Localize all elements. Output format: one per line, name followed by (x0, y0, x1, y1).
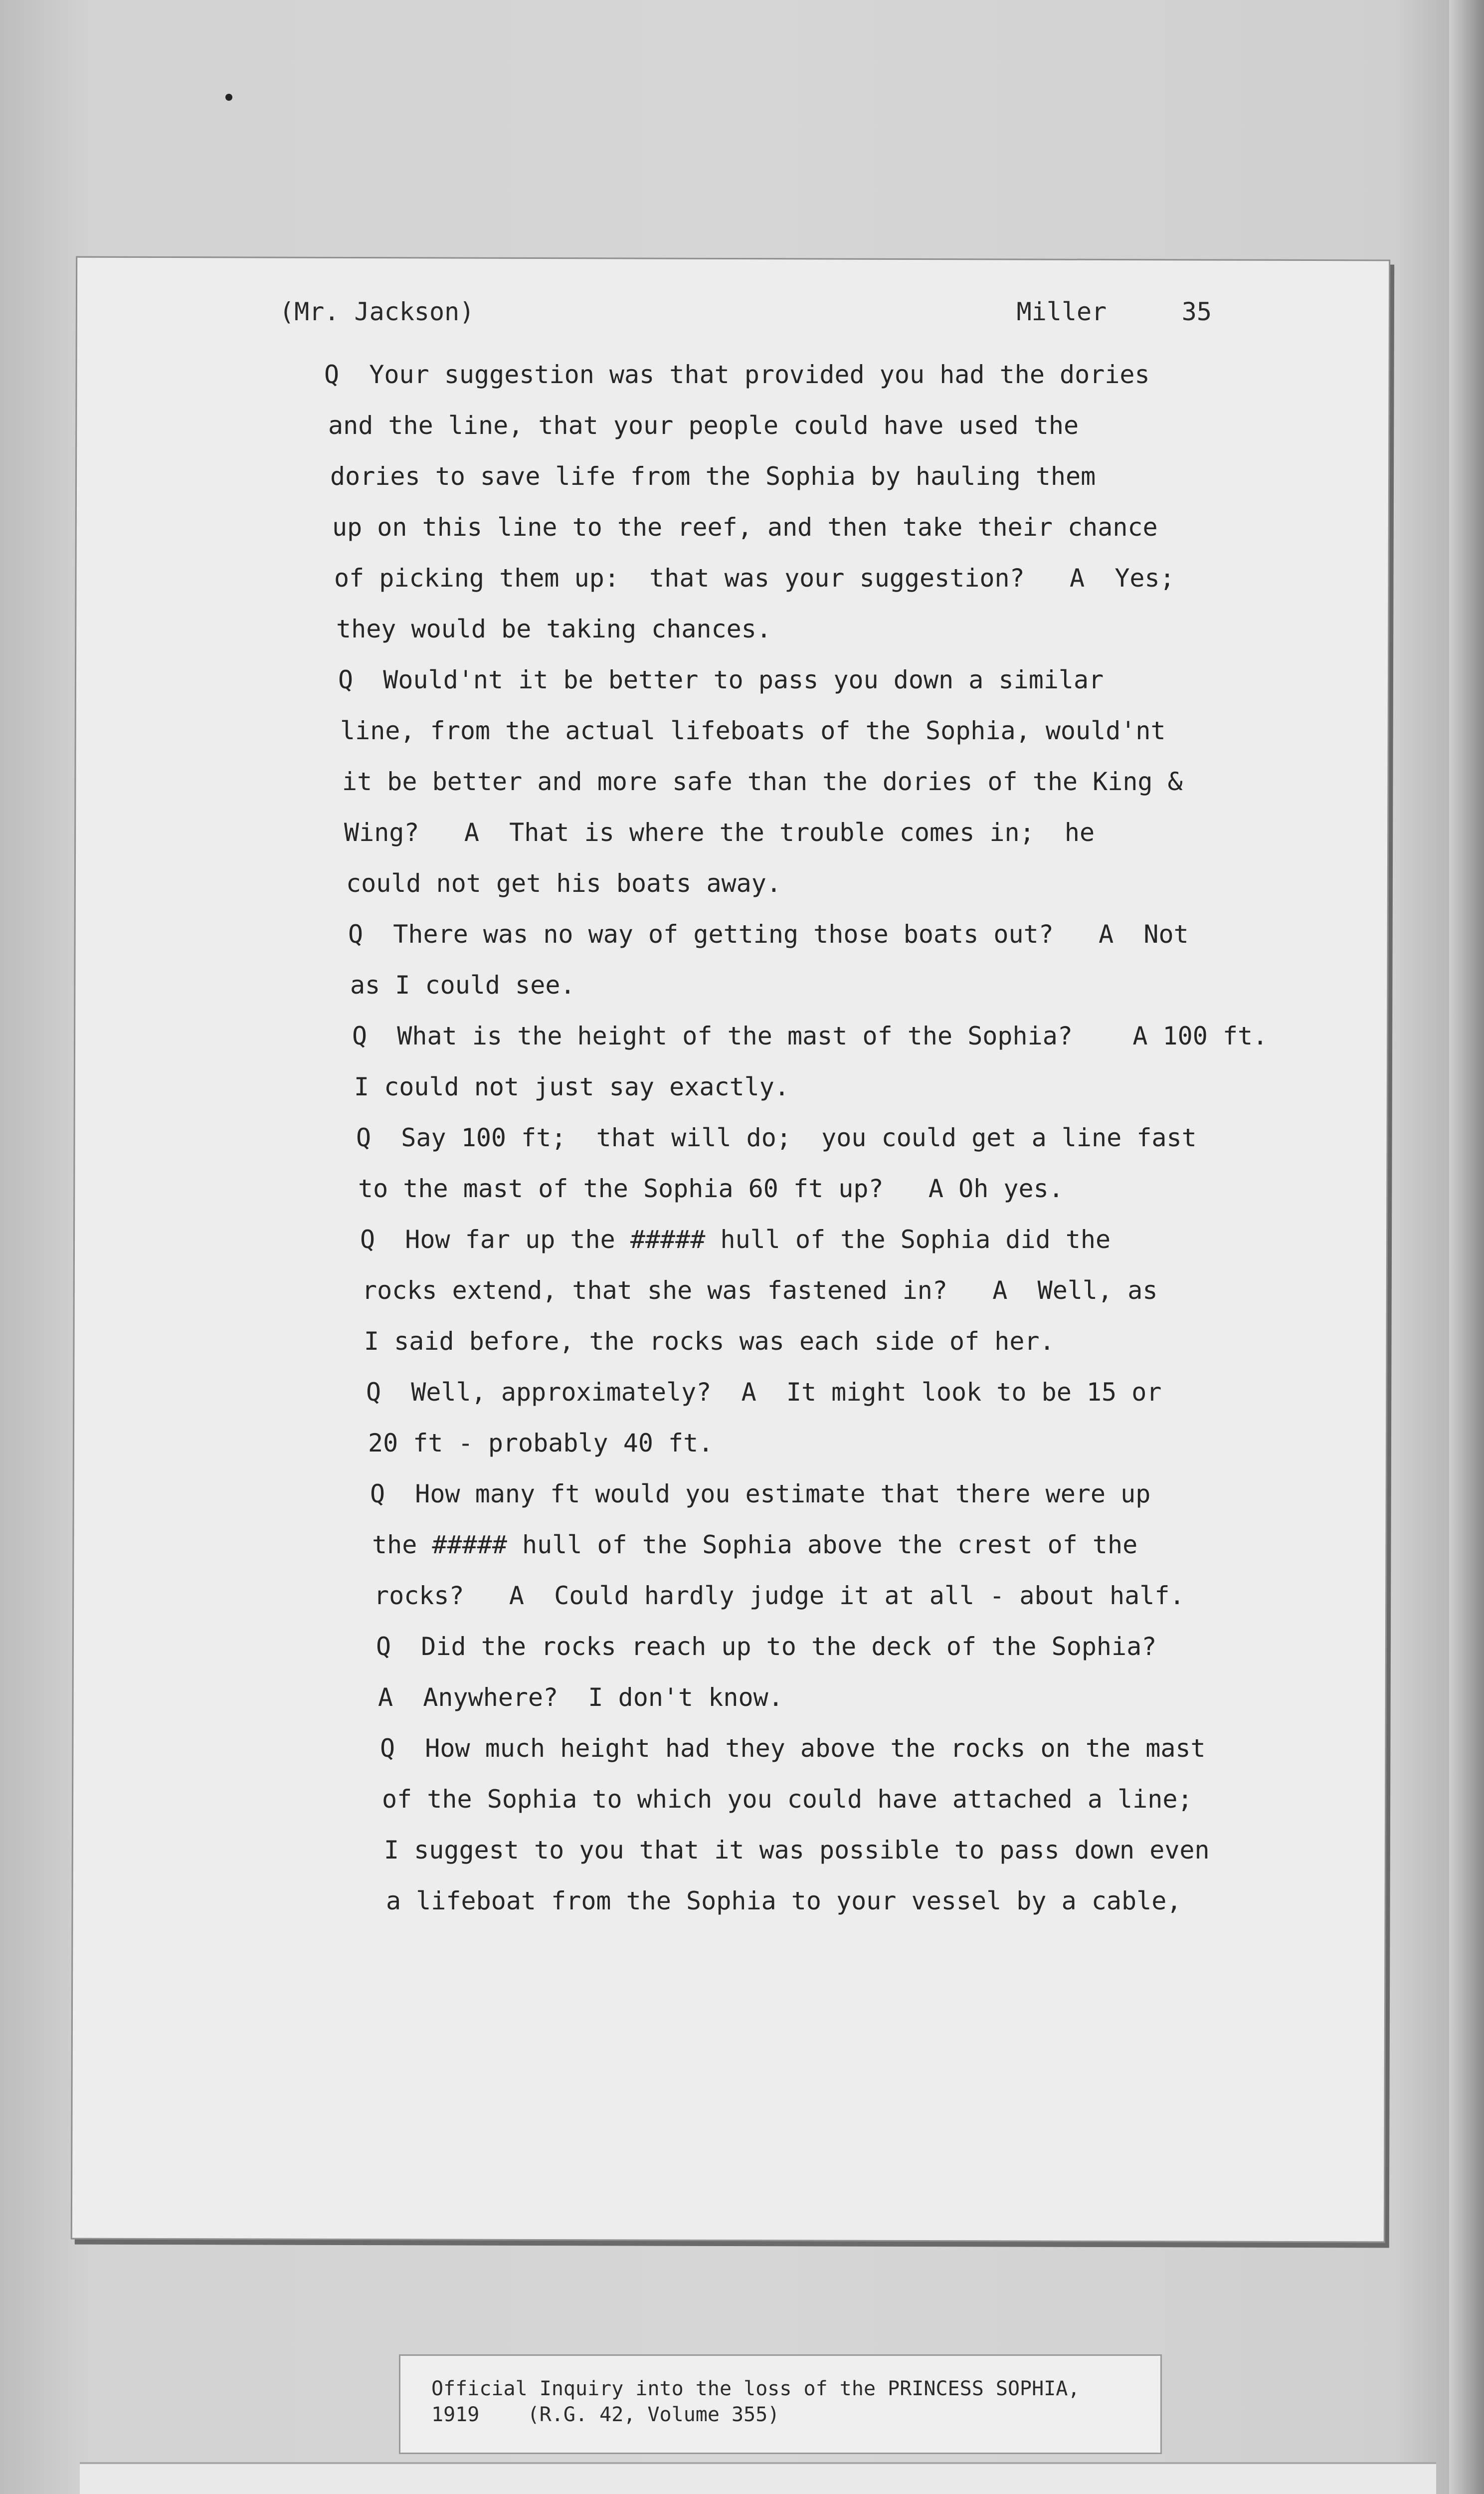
transcript-line: of the Sophia to which you could have attached a line; (382, 1785, 1193, 1814)
transcript-line: could not get his boats away. (346, 869, 781, 898)
transcript-line: and the line, that your people could have used the (328, 411, 1079, 440)
transcript-line: Q What is the height of the mast of the Sophia? A 100 ft. (352, 1022, 1268, 1050)
witness-name: Miller (1016, 297, 1107, 326)
transcript-line: I suggest to you that it was possible to pass down even (384, 1836, 1210, 1865)
transcript-line: Q Would'nt it be better to pass you down a similar (338, 665, 1104, 694)
transcript-body (324, 349, 1316, 1926)
transcript-line: as I could see. (350, 971, 575, 1000)
page-header (279, 297, 1212, 337)
archive-reference-volume: 1919 (R.G. 42, Volume 355) (431, 2403, 780, 2426)
transcript-line: 20 ft - probably 40 ft. (368, 1429, 714, 1457)
transcript-line: line, from the actual lifeboats of the Sophia, would'nt (340, 716, 1166, 745)
transcript-line: to the mast of the Sophia 60 ft up? A Oh yes. (358, 1174, 1064, 1203)
transcript-line: Q Did the rocks reach up to the deck of the Sophia? (376, 1632, 1157, 1661)
transcript-line: up on this line to the reef, and then take their chance (332, 513, 1158, 542)
transcript-line: Q Your suggestion was that provided you had the dories (324, 360, 1150, 389)
transcript-line: it be better and more safe than the dories of the King & (342, 767, 1183, 796)
page-number: 35 (1181, 297, 1212, 326)
scan-right-edge (1449, 0, 1484, 2494)
transcript-line: rocks extend, that she was fastened in? A Well, as (362, 1276, 1158, 1305)
transcript-line: Q How far up the ##### hull of the Sophia did the (360, 1225, 1111, 1254)
transcript-line: Wing? A That is where the trouble comes in; he (344, 818, 1095, 847)
transcript-line: I could not just say exactly. (354, 1072, 789, 1101)
transcript-line: rocks? A Could hardly judge it at all - about half. (374, 1581, 1185, 1610)
transcript-line: A Anywhere? I don't know. (378, 1683, 783, 1712)
transcript-line: Q How many ft would you estimate that there were up (370, 1479, 1151, 1508)
transcript-line: of picking them up: that was your suggestion? A Yes; (334, 564, 1175, 593)
transcript-line: they would be taking chances. (336, 615, 771, 643)
transcript-line: Q Say 100 ft; that will do; you could get a line fast (356, 1123, 1197, 1152)
speaker-label: (Mr. Jackson) (279, 297, 475, 326)
transcript-line: dories to save life from the Sophia by hauling them (330, 462, 1096, 491)
transcript-line: a lifeboat from the Sophia to your vessel by a cable, (386, 1886, 1182, 1915)
transcript-line: Q There was no way of getting those boats out? A Not (348, 920, 1189, 949)
scan-speck (225, 94, 232, 101)
archive-reference-title: Official Inquiry into the loss of the PRINCESS SOPHIA, (431, 2377, 1080, 2400)
archive-reference-label (399, 2354, 1162, 2454)
transcript-line: Q Well, approximately? A It might look to be 15 or (366, 1378, 1162, 1407)
transcript-line: Q How much height had they above the rocks on the mast (380, 1734, 1206, 1763)
archive-stamp-card (80, 2464, 1436, 2494)
witness-and-page (1017, 297, 1212, 326)
transcript-line: I said before, the rocks was each side of her. (364, 1327, 1055, 1356)
transcript-line: the ##### hull of the Sophia above the crest of the (372, 1530, 1138, 1559)
